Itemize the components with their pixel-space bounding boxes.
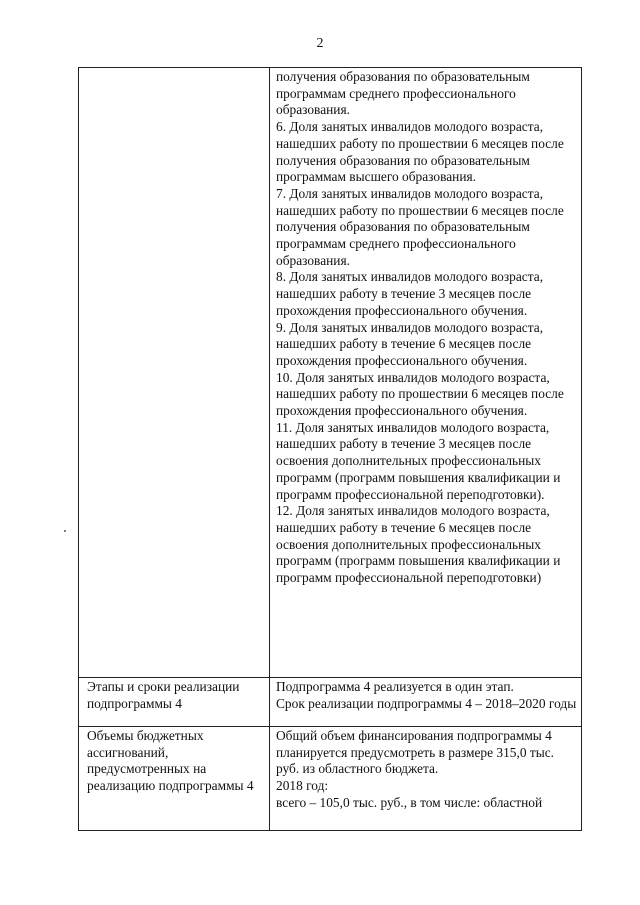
- budget-label: Объемы бюджетных ассигнований, предусмотренных на реализацию подпрограммы 4: [79, 727, 270, 831]
- indicator-7: 7. Доля занятых инвалидов молодого возраста, нашедших работу по прошествии 6 месяцев после получения образования по образовательным программам среднего профессионального образования.: [276, 185, 564, 268]
- budget-content: [270, 727, 582, 831]
- table-cell-label-empty: [79, 68, 270, 678]
- budget-2018-total: всего – 105,0 тыс. руб., в том числе: областной: [276, 794, 543, 810]
- table-row-budget: [79, 727, 582, 831]
- stages-label: Этапы и сроки реализации подпрограммы 4: [79, 678, 270, 727]
- indicator-12: 12. Доля занятых инвалидов молодого возраста, нашедших работу в течение 6 месяцев после освоения дополнительных профессиональных программ (программ повышения квалификации и программ профессиональной переподготовки): [276, 503, 561, 586]
- page-number: 2: [316, 36, 324, 51]
- budget-year-2018: 2018 год:: [276, 778, 329, 794]
- scan-speck: [64, 530, 66, 532]
- stages-text-2: Срок реализации подпрограммы 4 – 2018–2020 годы: [276, 695, 577, 711]
- indicator-6: 6. Доля занятых инвалидов молодого возраста, нашедших работу по прошествии 6 месяцев после получения образования по образовательным программам высшего образования.: [276, 119, 564, 185]
- indicator-9: 9. Доля занятых инвалидов молодого возраста, нашедших работу в течение 6 месяцев после прохождения профессионального обучения.: [276, 319, 544, 368]
- table-row-stages: [79, 678, 582, 727]
- indicator-8: 8. Доля занятых инвалидов молодого возраста, нашедших работу в течение 3 месяцев после прохождения профессионального обучения.: [276, 269, 544, 318]
- stages-content: [270, 678, 582, 727]
- budget-total: Общий объем финансирования подпрограммы 4 планируется предусмотреть в размере 315,0 тыс. руб. из областного бюджета.: [276, 728, 555, 777]
- indicator-continuation: получения образования по образовательным программам среднего профессионального образования.: [276, 69, 530, 118]
- table-row-indicators: [79, 68, 582, 678]
- indicator-11: 11. Доля занятых инвалидов молодого возраста, нашедших работу в течение 3 месяцев после освоения дополнительных профессиональных программ (программ повышения квалификации и программ профессиональной переподготовки).: [276, 419, 561, 502]
- subprogram-passport-table: [78, 67, 582, 831]
- table-cell-indicators: [270, 68, 582, 678]
- stages-text-1: Подпрограмма 4 реализуется в один этап.: [276, 679, 514, 694]
- indicator-10: 10. Доля занятых инвалидов молодого возраста, нашедших работу по прошествии 6 месяцев после прохождения профессионального обучения.: [276, 369, 564, 419]
